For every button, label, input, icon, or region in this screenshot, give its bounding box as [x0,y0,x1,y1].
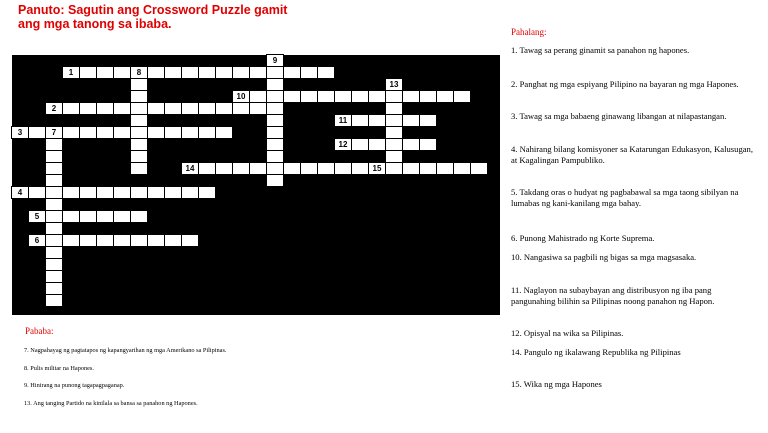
grid-cell[interactable] [454,163,470,174]
grid-cell[interactable] [454,91,470,102]
grid-cell[interactable] [420,91,436,102]
grid-cell[interactable] [165,187,181,198]
across-clue-1: 1. Tawag sa perang ginamit sa panahon ng hapones. [511,45,690,55]
grid-cell[interactable] [165,103,181,114]
grid-cell[interactable] [46,247,62,258]
grid-cell[interactable] [182,127,198,138]
grid-number-3[interactable]: 3 [12,127,28,138]
grid-cell[interactable] [114,187,130,198]
grid-cell[interactable] [199,187,215,198]
grid-cell[interactable] [352,139,368,150]
grid-cell[interactable] [131,211,147,222]
grid-cell[interactable] [114,235,130,246]
grid-cell[interactable] [420,163,436,174]
grid-cell[interactable] [250,67,266,78]
grid-number-7[interactable]: 7 [46,127,62,138]
grid-cell[interactable] [80,127,96,138]
grid-cell[interactable] [386,151,402,162]
grid-cell[interactable] [165,235,181,246]
across-clue-5: 5. Takdang oras o hudyat ng pagbabawal sa mga taong sibilyan na lumabas ng kani-kanilang mga bahay. [511,187,739,208]
grid-cell[interactable] [182,187,198,198]
grid-cell[interactable] [352,91,368,102]
grid-cell[interactable] [131,103,147,114]
grid-cell[interactable] [301,67,317,78]
grid-cell[interactable] [318,163,334,174]
grid-cell[interactable] [80,211,96,222]
grid-cell[interactable] [267,79,283,90]
grid-cell[interactable] [46,295,62,306]
crossword-grid [12,55,500,315]
grid-cell[interactable] [403,163,419,174]
grid-cell[interactable] [148,67,164,78]
grid-cell[interactable] [114,127,130,138]
grid-cell[interactable] [386,115,402,126]
grid-cell[interactable] [386,163,402,174]
grid-cell[interactable] [267,115,283,126]
across-clue-14: 14. Pangulo ng ikalawang Republika ng Pilipinas [511,347,681,357]
instructions-title: Panuto: Sagutin ang Crossword Puzzle gamit ang mga tanong sa ibaba. [18,3,288,31]
grid-cell[interactable] [165,67,181,78]
grid-cell[interactable] [46,211,62,222]
grid-cell[interactable] [131,151,147,162]
grid-cell[interactable] [131,127,147,138]
down-clue-13: 13. Ang tanging Partido na kinilala sa bansa sa panahon ng Hapones. [24,400,198,407]
grid-cell[interactable] [369,139,385,150]
grid-cell[interactable] [63,103,79,114]
grid-cell[interactable] [63,235,79,246]
grid-number-1[interactable]: 1 [63,67,79,78]
grid-cell[interactable] [97,211,113,222]
grid-cell[interactable] [267,67,283,78]
grid-cell[interactable] [369,91,385,102]
grid-cell[interactable] [114,211,130,222]
across-clue-12: 12. Opisyal na wika sa Pilipinas. [511,328,624,338]
grid-cell[interactable] [318,67,334,78]
grid-cell[interactable] [335,91,351,102]
grid-cell[interactable] [420,139,436,150]
across-clue-11: 11. Naglayon na subaybayan ang distribusyon ng iba pang pangunahing bilihin sa Pilipinas noong panahon ng Hapon. [511,285,715,306]
grid-number-12[interactable]: 12 [335,139,351,150]
grid-cell[interactable] [250,91,266,102]
grid-cell[interactable] [369,115,385,126]
grid-cell[interactable] [267,127,283,138]
grid-cell[interactable] [301,91,317,102]
grid-cell[interactable] [63,127,79,138]
across-clue-6: 6. Punong Mahistrado ng Korte Suprema. [511,233,655,243]
grid-cell[interactable] [216,67,232,78]
grid-cell[interactable] [267,163,283,174]
grid-cell[interactable] [267,139,283,150]
grid-cell[interactable] [148,127,164,138]
grid-cell[interactable] [403,91,419,102]
grid-cell[interactable] [80,187,96,198]
grid-cell[interactable] [80,103,96,114]
grid-cell[interactable] [131,163,147,174]
grid-number-5[interactable]: 5 [29,211,45,222]
grid-cell[interactable] [352,115,368,126]
grid-cell[interactable] [267,103,283,114]
grid-cell[interactable] [29,187,45,198]
grid-cell[interactable] [267,151,283,162]
grid-cell[interactable] [114,67,130,78]
grid-cell[interactable] [29,127,45,138]
grid-number-13[interactable]: 13 [386,79,402,90]
grid-cell[interactable] [437,163,453,174]
grid-cell[interactable] [284,163,300,174]
grid-cell[interactable] [46,187,62,198]
grid-cell[interactable] [80,235,96,246]
across-clue-4: 4. Nahirang bilang komisyoner sa Katarungan Edukasyon, Kalusugan, at Kagalingan Pampubliko. [511,144,754,165]
grid-cell[interactable] [97,67,113,78]
grid-cell[interactable] [46,259,62,270]
grid-cell[interactable] [216,163,232,174]
grid-cell[interactable] [131,115,147,126]
grid-cell[interactable] [131,187,147,198]
across-clue-10: 10. Nangasiwa sa pagbili ng bigas sa mga magsasaka. [511,252,697,262]
grid-cell[interactable] [182,103,198,114]
grid-cell[interactable] [386,127,402,138]
grid-cell[interactable] [403,115,419,126]
grid-cell[interactable] [165,127,181,138]
grid-cell[interactable] [437,91,453,102]
grid-cell[interactable] [131,139,147,150]
grid-cell[interactable] [46,235,62,246]
grid-cell[interactable] [284,91,300,102]
grid-cell[interactable] [386,91,402,102]
grid-cell[interactable] [420,115,436,126]
grid-cell[interactable] [148,235,164,246]
grid-cell[interactable] [233,67,249,78]
down-clue-9: 9. Hinirang na punong tagapagpaganap. [24,382,125,389]
grid-cell[interactable] [97,127,113,138]
grid-cell[interactable] [97,235,113,246]
grid-number-11[interactable]: 11 [335,115,351,126]
grid-cell[interactable] [97,187,113,198]
grid-cell[interactable] [97,103,113,114]
grid-cell[interactable] [335,163,351,174]
grid-cell[interactable] [46,151,62,162]
grid-number-10[interactable]: 10 [233,91,249,102]
grid-cell[interactable] [131,235,147,246]
down-clue-8: 8. Pulis militar na Hapones. [24,365,94,372]
grid-cell[interactable] [199,127,215,138]
grid-cell[interactable] [386,103,402,114]
grid-number-9[interactable]: 9 [267,55,283,66]
grid-number-2[interactable]: 2 [46,103,62,114]
grid-cell[interactable] [114,103,130,114]
grid-cell[interactable] [182,235,198,246]
grid-cell[interactable] [267,91,283,102]
grid-number-6[interactable]: 6 [29,235,45,246]
grid-cell[interactable] [148,103,164,114]
grid-cell[interactable] [250,163,266,174]
grid-number-4[interactable]: 4 [12,187,28,198]
across-clue-3: 3. Tawag sa mga babaeng ginawang libangan at nilapastangan. [511,111,727,121]
grid-cell[interactable] [46,175,62,186]
grid-cell[interactable] [46,283,62,294]
grid-cell[interactable] [250,103,266,114]
grid-cell[interactable] [80,67,96,78]
grid-cell[interactable] [46,271,62,282]
grid-cell[interactable] [318,91,334,102]
grid-cell[interactable] [63,211,79,222]
grid-cell[interactable] [284,67,300,78]
grid-cell[interactable] [386,139,402,150]
grid-cell[interactable] [301,163,317,174]
grid-cell[interactable] [131,91,147,102]
grid-cell[interactable] [46,139,62,150]
across-heading: Pahalang: [511,27,547,37]
grid-cell[interactable] [131,79,147,90]
grid-cell[interactable] [403,139,419,150]
grid-cell[interactable] [148,187,164,198]
grid-cell[interactable] [199,103,215,114]
grid-number-14[interactable]: 14 [182,163,198,174]
grid-cell[interactable] [352,163,368,174]
grid-cell[interactable] [216,127,232,138]
down-clue-7: 7. Nagpahayag ng pagtatapos ng kapangyarihan ng mga Amerikano sa Pilipinas. [24,347,227,354]
grid-cell[interactable] [471,163,487,174]
grid-cell[interactable] [63,187,79,198]
across-clue-15: 15. Wika ng mga Hapones [511,379,602,389]
grid-number-8[interactable]: 8 [131,67,147,78]
grid-number-15[interactable]: 15 [369,163,385,174]
grid-cell[interactable] [199,67,215,78]
grid-cell[interactable] [46,199,62,210]
across-clue-2: 2. Panghat ng mga espiyang Pilipino na bayaran ng mga Hapones. [511,79,739,89]
grid-cell[interactable] [216,103,232,114]
grid-cell[interactable] [46,223,62,234]
grid-cell[interactable] [199,163,215,174]
grid-cell[interactable] [182,67,198,78]
grid-cell[interactable] [233,103,249,114]
grid-cell[interactable] [267,175,283,186]
grid-cell[interactable] [46,163,62,174]
grid-cell[interactable] [233,163,249,174]
down-heading: Pababa: [25,326,54,336]
